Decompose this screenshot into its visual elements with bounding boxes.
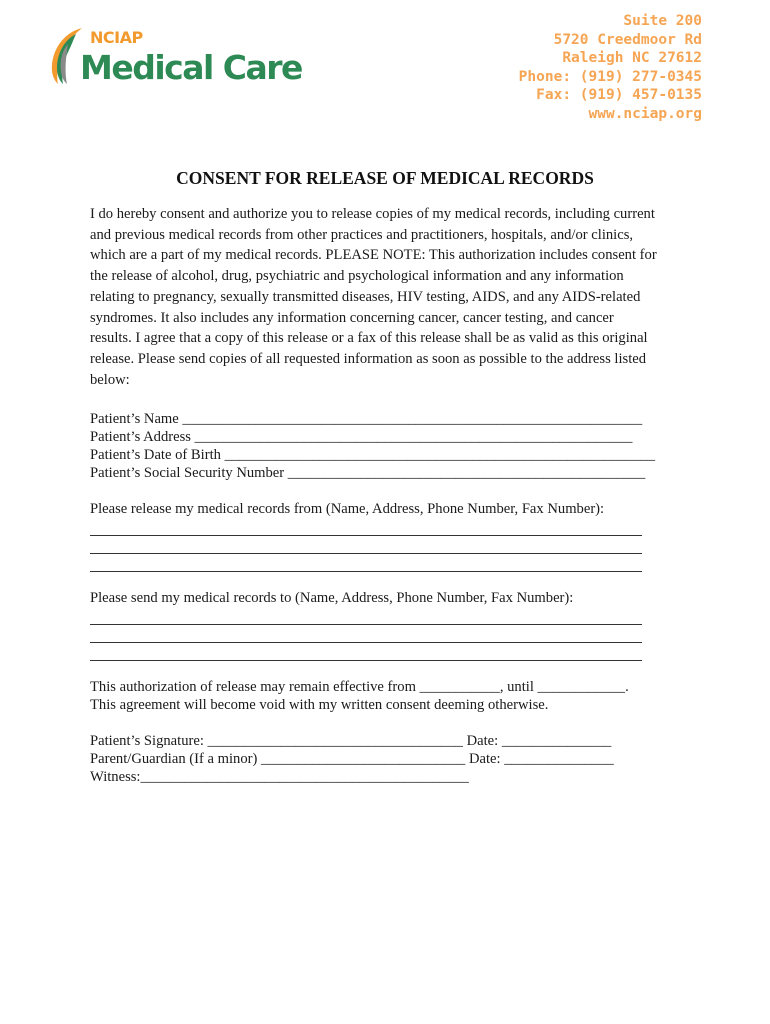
contact-info [519, 12, 702, 123]
contact-website: www.nciap.org [588, 105, 702, 122]
contact-phone: Phone: (919) 277-0345 [518, 68, 702, 85]
contact-suite: Suite 200 [623, 13, 702, 29]
contact-city: Raleigh NC 27612 [562, 50, 702, 66]
authorization-section [90, 678, 690, 714]
release-to-section [90, 589, 642, 661]
logo-nciap-text: NCIAP [90, 28, 143, 47]
release-from-label: Please release my medical records from (Name, Address, Phone Number, Fax Number): [90, 501, 605, 517]
release-from-line-3[interactable] [90, 554, 642, 572]
patient-signature-field[interactable]: Patient’s Signature: ___________________________________ Date: _______________ [90, 733, 612, 749]
patient-name-field[interactable]: Patient’s Name _______________________________________________________________ [90, 411, 643, 427]
consent-line: below: [90, 371, 130, 388]
nciap-logo [46, 24, 302, 94]
signature-section [90, 732, 690, 786]
release-to-line-2[interactable] [90, 625, 642, 643]
consent-line: the release of alcohol, drug, psychiatric and psychological information and any information [90, 268, 624, 285]
consent-line: I do hereby consent and authorize you to release copies of my medical records, including current [90, 206, 655, 222]
logo-medical-care-text: Medical Care [80, 48, 302, 87]
release-to-label: Please send my medical records to (Name, Address, Phone Number, Fax Number): [90, 590, 574, 606]
contact-fax: Fax: (919) 457-0135 [536, 87, 702, 103]
release-from-line-2[interactable] [90, 536, 642, 554]
consent-line: which are a part of my medical records. PLEASE NOTE: This authorization includes consent for [90, 247, 657, 264]
authorization-void-note: This agreement will become void with my written consent deeming otherwise. [90, 697, 549, 713]
release-from-section [90, 500, 642, 572]
patient-address-field[interactable]: Patient’s Address ____________________________________________________________ [90, 429, 633, 445]
release-to-line-3[interactable] [90, 643, 642, 661]
consent-line: syndromes. It also includes any information concerning cancer, cancer testing, and cancer [90, 309, 614, 326]
consent-paragraph [90, 204, 690, 390]
consent-line: release. Please send copies of all requested information as soon as possible to the address listed [90, 350, 647, 367]
release-to-line-1[interactable] [90, 607, 642, 625]
witness-signature-field[interactable]: Witness:_____________________________________________ [90, 769, 469, 785]
form-title: CONSENT FOR RELEASE OF MEDICAL RECORDS [176, 168, 594, 188]
consent-line: relating to pregnancy, sexually transmitted diseases, HIV testing, AIDS, and any AIDS-related [90, 288, 641, 305]
guardian-signature-field[interactable]: Parent/Guardian (If a minor) ____________________________ Date: _______________ [90, 751, 614, 767]
contact-street: 5720 Creedmoor Rd [553, 31, 702, 48]
patient-dob-field[interactable]: Patient’s Date of Birth ___________________________________________________________ [90, 447, 656, 463]
patient-ssn-field[interactable]: Patient’s Social Security Number _________________________________________________ [90, 465, 646, 481]
consent-line: results. I agree that a copy of this release or a fax of this release shall be as valid as this original [90, 330, 648, 347]
patient-info-fields [90, 410, 690, 482]
authorization-period-field[interactable]: This authorization of release may remain effective from ___________, until ____________. [90, 679, 629, 695]
release-from-line-1[interactable] [90, 518, 642, 536]
consent-line: and previous medical records from other practices and practitioners, hospitals, and/or clinics, [90, 226, 634, 243]
